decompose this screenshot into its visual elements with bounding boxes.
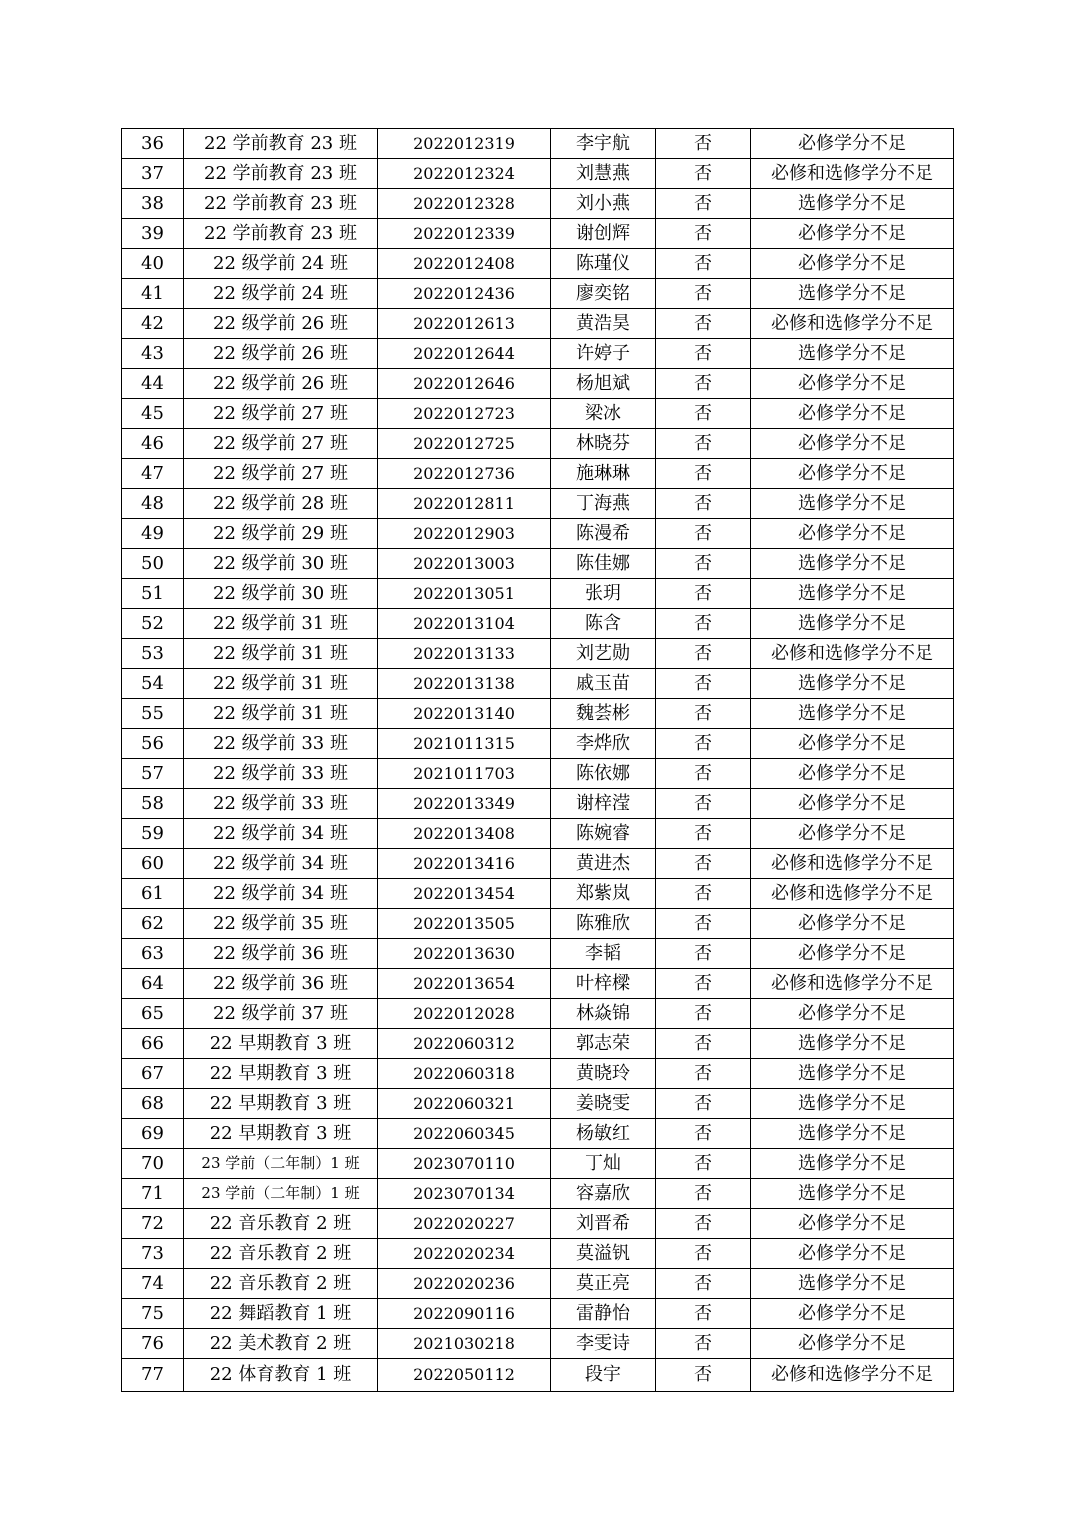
class-name-cell: 22 音乐教育 2 班 [184, 1239, 378, 1269]
row-number-cell: 51 [122, 579, 184, 609]
class-name-cell: 22 级学前 24 班 [184, 249, 378, 279]
class-name-cell: 22 级学前 30 班 [184, 549, 378, 579]
status-flag-cell: 否 [656, 309, 751, 339]
class-name-cell: 22 早期教育 3 班 [184, 1059, 378, 1089]
student-id-cell: 2022012723 [378, 399, 551, 429]
class-name-cell: 22 学前教育 23 班 [184, 219, 378, 249]
status-flag-cell: 否 [656, 339, 751, 369]
student-id-cell: 2022012328 [378, 189, 551, 219]
student-id-cell: 2022012324 [378, 159, 551, 189]
student-id-cell: 2021011315 [378, 729, 551, 759]
status-flag-cell: 否 [656, 969, 751, 999]
class-name-cell: 22 体育教育 1 班 [184, 1359, 378, 1392]
reason-cell: 选修学分不足 [751, 579, 954, 609]
class-name-cell: 22 级学前 31 班 [184, 699, 378, 729]
student-name-cell: 廖奕铭 [551, 279, 656, 309]
status-flag-cell: 否 [656, 609, 751, 639]
student-name-cell: 陈含 [551, 609, 656, 639]
student-name-cell: 施琳琳 [551, 459, 656, 489]
table-row [122, 429, 954, 459]
reason-cell: 必修和选修学分不足 [751, 159, 954, 189]
status-flag-cell: 否 [656, 669, 751, 699]
student-name-cell: 丁海燕 [551, 489, 656, 519]
student-name-cell: 莫正亮 [551, 1269, 656, 1299]
student-name-cell: 梁冰 [551, 399, 656, 429]
student-name-cell: 陈佳娜 [551, 549, 656, 579]
row-number-cell: 44 [122, 369, 184, 399]
student-name-cell: 戚玉苗 [551, 669, 656, 699]
row-number-cell: 76 [122, 1329, 184, 1359]
class-name-cell: 22 级学前 34 班 [184, 849, 378, 879]
reason-cell: 选修学分不足 [751, 489, 954, 519]
status-flag-cell: 否 [656, 1029, 751, 1059]
class-name-cell: 22 学前教育 23 班 [184, 159, 378, 189]
table-row [122, 459, 954, 489]
student-id-cell: 2022012811 [378, 489, 551, 519]
table-row [122, 759, 954, 789]
student-name-cell: 李烨欣 [551, 729, 656, 759]
table-row [122, 1179, 954, 1209]
table-row [122, 699, 954, 729]
status-flag-cell: 否 [656, 159, 751, 189]
student-id-cell: 2022012613 [378, 309, 551, 339]
reason-cell: 必修和选修学分不足 [751, 969, 954, 999]
class-name-cell: 22 级学前 34 班 [184, 879, 378, 909]
row-number-cell: 59 [122, 819, 184, 849]
table-row [122, 1089, 954, 1119]
table-row [122, 819, 954, 849]
student-name-cell: 刘晋希 [551, 1209, 656, 1239]
class-name-cell: 22 级学前 31 班 [184, 639, 378, 669]
reason-cell: 必修学分不足 [751, 999, 954, 1029]
table-row [122, 1329, 954, 1359]
row-number-cell: 74 [122, 1269, 184, 1299]
student-name-cell: 郑紫岚 [551, 879, 656, 909]
reason-cell: 必修学分不足 [751, 429, 954, 459]
row-number-cell: 54 [122, 669, 184, 699]
row-number-cell: 66 [122, 1029, 184, 1059]
class-name-cell: 22 级学前 36 班 [184, 969, 378, 999]
reason-cell: 必修学分不足 [751, 939, 954, 969]
class-name-cell: 22 学前教育 23 班 [184, 189, 378, 219]
row-number-cell: 47 [122, 459, 184, 489]
reason-cell: 必修学分不足 [751, 369, 954, 399]
student-id-cell: 2022090116 [378, 1299, 551, 1329]
table-row [122, 1359, 954, 1392]
row-number-cell: 75 [122, 1299, 184, 1329]
student-id-cell: 2022012725 [378, 429, 551, 459]
class-name-cell: 22 舞蹈教育 1 班 [184, 1299, 378, 1329]
reason-cell: 必修和选修学分不足 [751, 1359, 954, 1392]
class-name-cell: 22 级学前 29 班 [184, 519, 378, 549]
row-number-cell: 49 [122, 519, 184, 549]
status-flag-cell: 否 [656, 699, 751, 729]
table-row [122, 219, 954, 249]
class-name-cell: 22 学前教育 23 班 [184, 129, 378, 159]
reason-cell: 选修学分不足 [751, 1029, 954, 1059]
status-flag-cell: 否 [656, 399, 751, 429]
table-row [122, 1269, 954, 1299]
student-id-cell: 2023070134 [378, 1179, 551, 1209]
class-name-cell: 22 早期教育 3 班 [184, 1029, 378, 1059]
student-name-cell: 容嘉欣 [551, 1179, 656, 1209]
student-id-cell: 2022013133 [378, 639, 551, 669]
student-name-cell: 林焱锦 [551, 999, 656, 1029]
table-row [122, 669, 954, 699]
student-name-cell: 陈漫希 [551, 519, 656, 549]
class-name-cell: 22 级学前 26 班 [184, 309, 378, 339]
student-name-cell: 黄进杰 [551, 849, 656, 879]
status-flag-cell: 否 [656, 1299, 751, 1329]
student-id-cell: 2021030218 [378, 1329, 551, 1359]
status-flag-cell: 否 [656, 1359, 751, 1392]
student-name-cell: 谢创辉 [551, 219, 656, 249]
student-name-cell: 李宇航 [551, 129, 656, 159]
student-id-cell: 2022013349 [378, 789, 551, 819]
reason-cell: 选修学分不足 [751, 1269, 954, 1299]
reason-cell: 必修学分不足 [751, 519, 954, 549]
row-number-cell: 37 [122, 159, 184, 189]
reason-cell: 必修学分不足 [751, 1299, 954, 1329]
status-flag-cell: 否 [656, 1179, 751, 1209]
reason-cell: 必修学分不足 [751, 399, 954, 429]
student-id-cell: 2022013003 [378, 549, 551, 579]
student-name-cell: 魏荟彬 [551, 699, 656, 729]
reason-cell: 必修学分不足 [751, 729, 954, 759]
table-row [122, 189, 954, 219]
row-number-cell: 64 [122, 969, 184, 999]
row-number-cell: 45 [122, 399, 184, 429]
reason-cell: 必修学分不足 [751, 1329, 954, 1359]
table-row [122, 1119, 954, 1149]
status-flag-cell: 否 [656, 1119, 751, 1149]
row-number-cell: 42 [122, 309, 184, 339]
class-name-cell: 22 早期教育 3 班 [184, 1089, 378, 1119]
student-name-cell: 莫溢钒 [551, 1239, 656, 1269]
reason-cell: 必修学分不足 [751, 219, 954, 249]
row-number-cell: 62 [122, 909, 184, 939]
status-flag-cell: 否 [656, 429, 751, 459]
row-number-cell: 60 [122, 849, 184, 879]
student-id-cell: 2022013630 [378, 939, 551, 969]
table-row [122, 1029, 954, 1059]
table-row [122, 1059, 954, 1089]
student-id-cell: 2022060321 [378, 1089, 551, 1119]
status-flag-cell: 否 [656, 129, 751, 159]
reason-cell: 必修和选修学分不足 [751, 849, 954, 879]
status-flag-cell: 否 [656, 1089, 751, 1119]
class-name-cell: 22 美术教育 2 班 [184, 1329, 378, 1359]
table-row [122, 159, 954, 189]
student-id-cell: 2022012903 [378, 519, 551, 549]
status-flag-cell: 否 [656, 219, 751, 249]
student-id-cell: 2022012319 [378, 129, 551, 159]
class-name-cell: 22 级学前 35 班 [184, 909, 378, 939]
row-number-cell: 41 [122, 279, 184, 309]
row-number-cell: 77 [122, 1359, 184, 1392]
student-name-cell: 林晓芬 [551, 429, 656, 459]
row-number-cell: 61 [122, 879, 184, 909]
reason-cell: 选修学分不足 [751, 1149, 954, 1179]
student-name-cell: 李韬 [551, 939, 656, 969]
row-number-cell: 73 [122, 1239, 184, 1269]
student-name-cell: 张玥 [551, 579, 656, 609]
status-flag-cell: 否 [656, 1329, 751, 1359]
status-flag-cell: 否 [656, 729, 751, 759]
student-name-cell: 杨敏红 [551, 1119, 656, 1149]
row-number-cell: 70 [122, 1149, 184, 1179]
class-name-cell: 22 级学前 31 班 [184, 609, 378, 639]
student-id-cell: 2022012644 [378, 339, 551, 369]
reason-cell: 必修学分不足 [751, 909, 954, 939]
table-row [122, 939, 954, 969]
status-flag-cell: 否 [656, 1149, 751, 1179]
row-number-cell: 69 [122, 1119, 184, 1149]
row-number-cell: 46 [122, 429, 184, 459]
table-row [122, 729, 954, 759]
status-flag-cell: 否 [656, 489, 751, 519]
reason-cell: 选修学分不足 [751, 609, 954, 639]
class-name-cell: 22 级学前 36 班 [184, 939, 378, 969]
row-number-cell: 67 [122, 1059, 184, 1089]
class-name-cell: 23 学前（二年制）1 班 [184, 1179, 378, 1209]
status-flag-cell: 否 [656, 189, 751, 219]
class-name-cell: 22 级学前 28 班 [184, 489, 378, 519]
table-row [122, 489, 954, 519]
table-row [122, 309, 954, 339]
student-name-cell: 李雯诗 [551, 1329, 656, 1359]
student-id-cell: 2022060345 [378, 1119, 551, 1149]
student-name-cell: 杨旭斌 [551, 369, 656, 399]
row-number-cell: 43 [122, 339, 184, 369]
row-number-cell: 68 [122, 1089, 184, 1119]
reason-cell: 必修学分不足 [751, 129, 954, 159]
student-id-cell: 2022020234 [378, 1239, 551, 1269]
class-name-cell: 23 学前（二年制）1 班 [184, 1149, 378, 1179]
table-row [122, 639, 954, 669]
table-row [122, 879, 954, 909]
row-number-cell: 40 [122, 249, 184, 279]
student-name-cell: 姜晓雯 [551, 1089, 656, 1119]
table-row [122, 399, 954, 429]
student-id-cell: 2022013654 [378, 969, 551, 999]
row-number-cell: 58 [122, 789, 184, 819]
status-flag-cell: 否 [656, 579, 751, 609]
student-id-cell: 2022013140 [378, 699, 551, 729]
reason-cell: 必修学分不足 [751, 1209, 954, 1239]
row-number-cell: 65 [122, 999, 184, 1029]
student-name-cell: 陈依娜 [551, 759, 656, 789]
student-name-cell: 雷静怡 [551, 1299, 656, 1329]
student-id-cell: 2022013408 [378, 819, 551, 849]
class-name-cell: 22 级学前 27 班 [184, 459, 378, 489]
reason-cell: 必修学分不足 [751, 819, 954, 849]
row-number-cell: 63 [122, 939, 184, 969]
student-name-cell: 刘慧燕 [551, 159, 656, 189]
student-id-cell: 2022050112 [378, 1359, 551, 1392]
reason-cell: 选修学分不足 [751, 1119, 954, 1149]
table-row [122, 609, 954, 639]
table-row [122, 249, 954, 279]
row-number-cell: 57 [122, 759, 184, 789]
row-number-cell: 55 [122, 699, 184, 729]
student-id-cell: 2022060312 [378, 1029, 551, 1059]
student-name-cell: 叶梓樑 [551, 969, 656, 999]
reason-cell: 选修学分不足 [751, 699, 954, 729]
student-name-cell: 陈雅欣 [551, 909, 656, 939]
class-name-cell: 22 级学前 33 班 [184, 789, 378, 819]
status-flag-cell: 否 [656, 999, 751, 1029]
student-id-cell: 2022013416 [378, 849, 551, 879]
reason-cell: 必修学分不足 [751, 1239, 954, 1269]
class-name-cell: 22 音乐教育 2 班 [184, 1269, 378, 1299]
table-row [122, 339, 954, 369]
reason-cell: 必修学分不足 [751, 459, 954, 489]
table-row [122, 369, 954, 399]
table-row [122, 1149, 954, 1179]
row-number-cell: 72 [122, 1209, 184, 1239]
class-name-cell: 22 级学前 34 班 [184, 819, 378, 849]
student-id-cell: 2022020236 [378, 1269, 551, 1299]
status-flag-cell: 否 [656, 909, 751, 939]
student-name-cell: 刘小燕 [551, 189, 656, 219]
table-row [122, 969, 954, 999]
student-id-cell: 2022013454 [378, 879, 551, 909]
table-row [122, 279, 954, 309]
reason-cell: 选修学分不足 [751, 339, 954, 369]
table-row [122, 1209, 954, 1239]
student-name-cell: 黄晓玲 [551, 1059, 656, 1089]
student-id-cell: 2022013104 [378, 609, 551, 639]
row-number-cell: 50 [122, 549, 184, 579]
status-flag-cell: 否 [656, 879, 751, 909]
status-flag-cell: 否 [656, 759, 751, 789]
class-name-cell: 22 早期教育 3 班 [184, 1119, 378, 1149]
status-flag-cell: 否 [656, 369, 751, 399]
status-flag-cell: 否 [656, 789, 751, 819]
status-flag-cell: 否 [656, 1269, 751, 1299]
student-id-cell: 2022012736 [378, 459, 551, 489]
table-row [122, 1299, 954, 1329]
class-name-cell: 22 级学前 37 班 [184, 999, 378, 1029]
class-name-cell: 22 级学前 27 班 [184, 429, 378, 459]
reason-cell: 选修学分不足 [751, 279, 954, 309]
status-flag-cell: 否 [656, 549, 751, 579]
student-id-cell: 2022020227 [378, 1209, 551, 1239]
row-number-cell: 53 [122, 639, 184, 669]
status-flag-cell: 否 [656, 249, 751, 279]
class-name-cell: 22 级学前 24 班 [184, 279, 378, 309]
reason-cell: 必修学分不足 [751, 759, 954, 789]
student-name-cell: 丁灿 [551, 1149, 656, 1179]
student-id-cell: 2023070110 [378, 1149, 551, 1179]
row-number-cell: 39 [122, 219, 184, 249]
status-flag-cell: 否 [656, 519, 751, 549]
student-id-cell: 2022012028 [378, 999, 551, 1029]
row-number-cell: 52 [122, 609, 184, 639]
student-name-cell: 郭志荣 [551, 1029, 656, 1059]
reason-cell: 选修学分不足 [751, 1059, 954, 1089]
reason-cell: 选修学分不足 [751, 1179, 954, 1209]
class-name-cell: 22 级学前 33 班 [184, 729, 378, 759]
row-number-cell: 36 [122, 129, 184, 159]
reason-cell: 选修学分不足 [751, 549, 954, 579]
class-name-cell: 22 音乐教育 2 班 [184, 1209, 378, 1239]
student-id-cell: 2022060318 [378, 1059, 551, 1089]
table-body [122, 129, 954, 1392]
student-name-cell: 陈瑾仪 [551, 249, 656, 279]
student-name-cell: 段宇 [551, 1359, 656, 1392]
table-row [122, 849, 954, 879]
status-flag-cell: 否 [656, 849, 751, 879]
reason-cell: 选修学分不足 [751, 189, 954, 219]
class-name-cell: 22 级学前 33 班 [184, 759, 378, 789]
student-id-cell: 2022012339 [378, 219, 551, 249]
reason-cell: 必修学分不足 [751, 789, 954, 819]
reason-cell: 必修和选修学分不足 [751, 639, 954, 669]
table-row [122, 129, 954, 159]
student-credit-table [121, 128, 954, 1392]
class-name-cell: 22 级学前 31 班 [184, 669, 378, 699]
reason-cell: 选修学分不足 [751, 669, 954, 699]
table-row [122, 549, 954, 579]
status-flag-cell: 否 [656, 939, 751, 969]
student-id-cell: 2022013505 [378, 909, 551, 939]
row-number-cell: 48 [122, 489, 184, 519]
class-name-cell: 22 级学前 26 班 [184, 369, 378, 399]
student-name-cell: 谢梓滢 [551, 789, 656, 819]
reason-cell: 必修学分不足 [751, 249, 954, 279]
table-row [122, 1239, 954, 1269]
status-flag-cell: 否 [656, 279, 751, 309]
student-id-cell: 2021011703 [378, 759, 551, 789]
student-id-cell: 2022013138 [378, 669, 551, 699]
table-row [122, 519, 954, 549]
class-name-cell: 22 级学前 26 班 [184, 339, 378, 369]
status-flag-cell: 否 [656, 459, 751, 489]
class-name-cell: 22 级学前 27 班 [184, 399, 378, 429]
student-name-cell: 陈婉睿 [551, 819, 656, 849]
student-id-cell: 2022012646 [378, 369, 551, 399]
status-flag-cell: 否 [656, 1209, 751, 1239]
status-flag-cell: 否 [656, 819, 751, 849]
student-name-cell: 刘艺勋 [551, 639, 656, 669]
class-name-cell: 22 级学前 30 班 [184, 579, 378, 609]
reason-cell: 选修学分不足 [751, 1089, 954, 1119]
table-row [122, 789, 954, 819]
row-number-cell: 38 [122, 189, 184, 219]
table-row [122, 909, 954, 939]
table-row [122, 999, 954, 1029]
reason-cell: 必修和选修学分不足 [751, 879, 954, 909]
row-number-cell: 71 [122, 1179, 184, 1209]
row-number-cell: 56 [122, 729, 184, 759]
student-name-cell: 许婷子 [551, 339, 656, 369]
reason-cell: 必修和选修学分不足 [751, 309, 954, 339]
student-id-cell: 2022012408 [378, 249, 551, 279]
status-flag-cell: 否 [656, 639, 751, 669]
student-name-cell: 黄浩昊 [551, 309, 656, 339]
student-id-cell: 2022013051 [378, 579, 551, 609]
table-row [122, 579, 954, 609]
status-flag-cell: 否 [656, 1239, 751, 1269]
student-id-cell: 2022012436 [378, 279, 551, 309]
status-flag-cell: 否 [656, 1059, 751, 1089]
